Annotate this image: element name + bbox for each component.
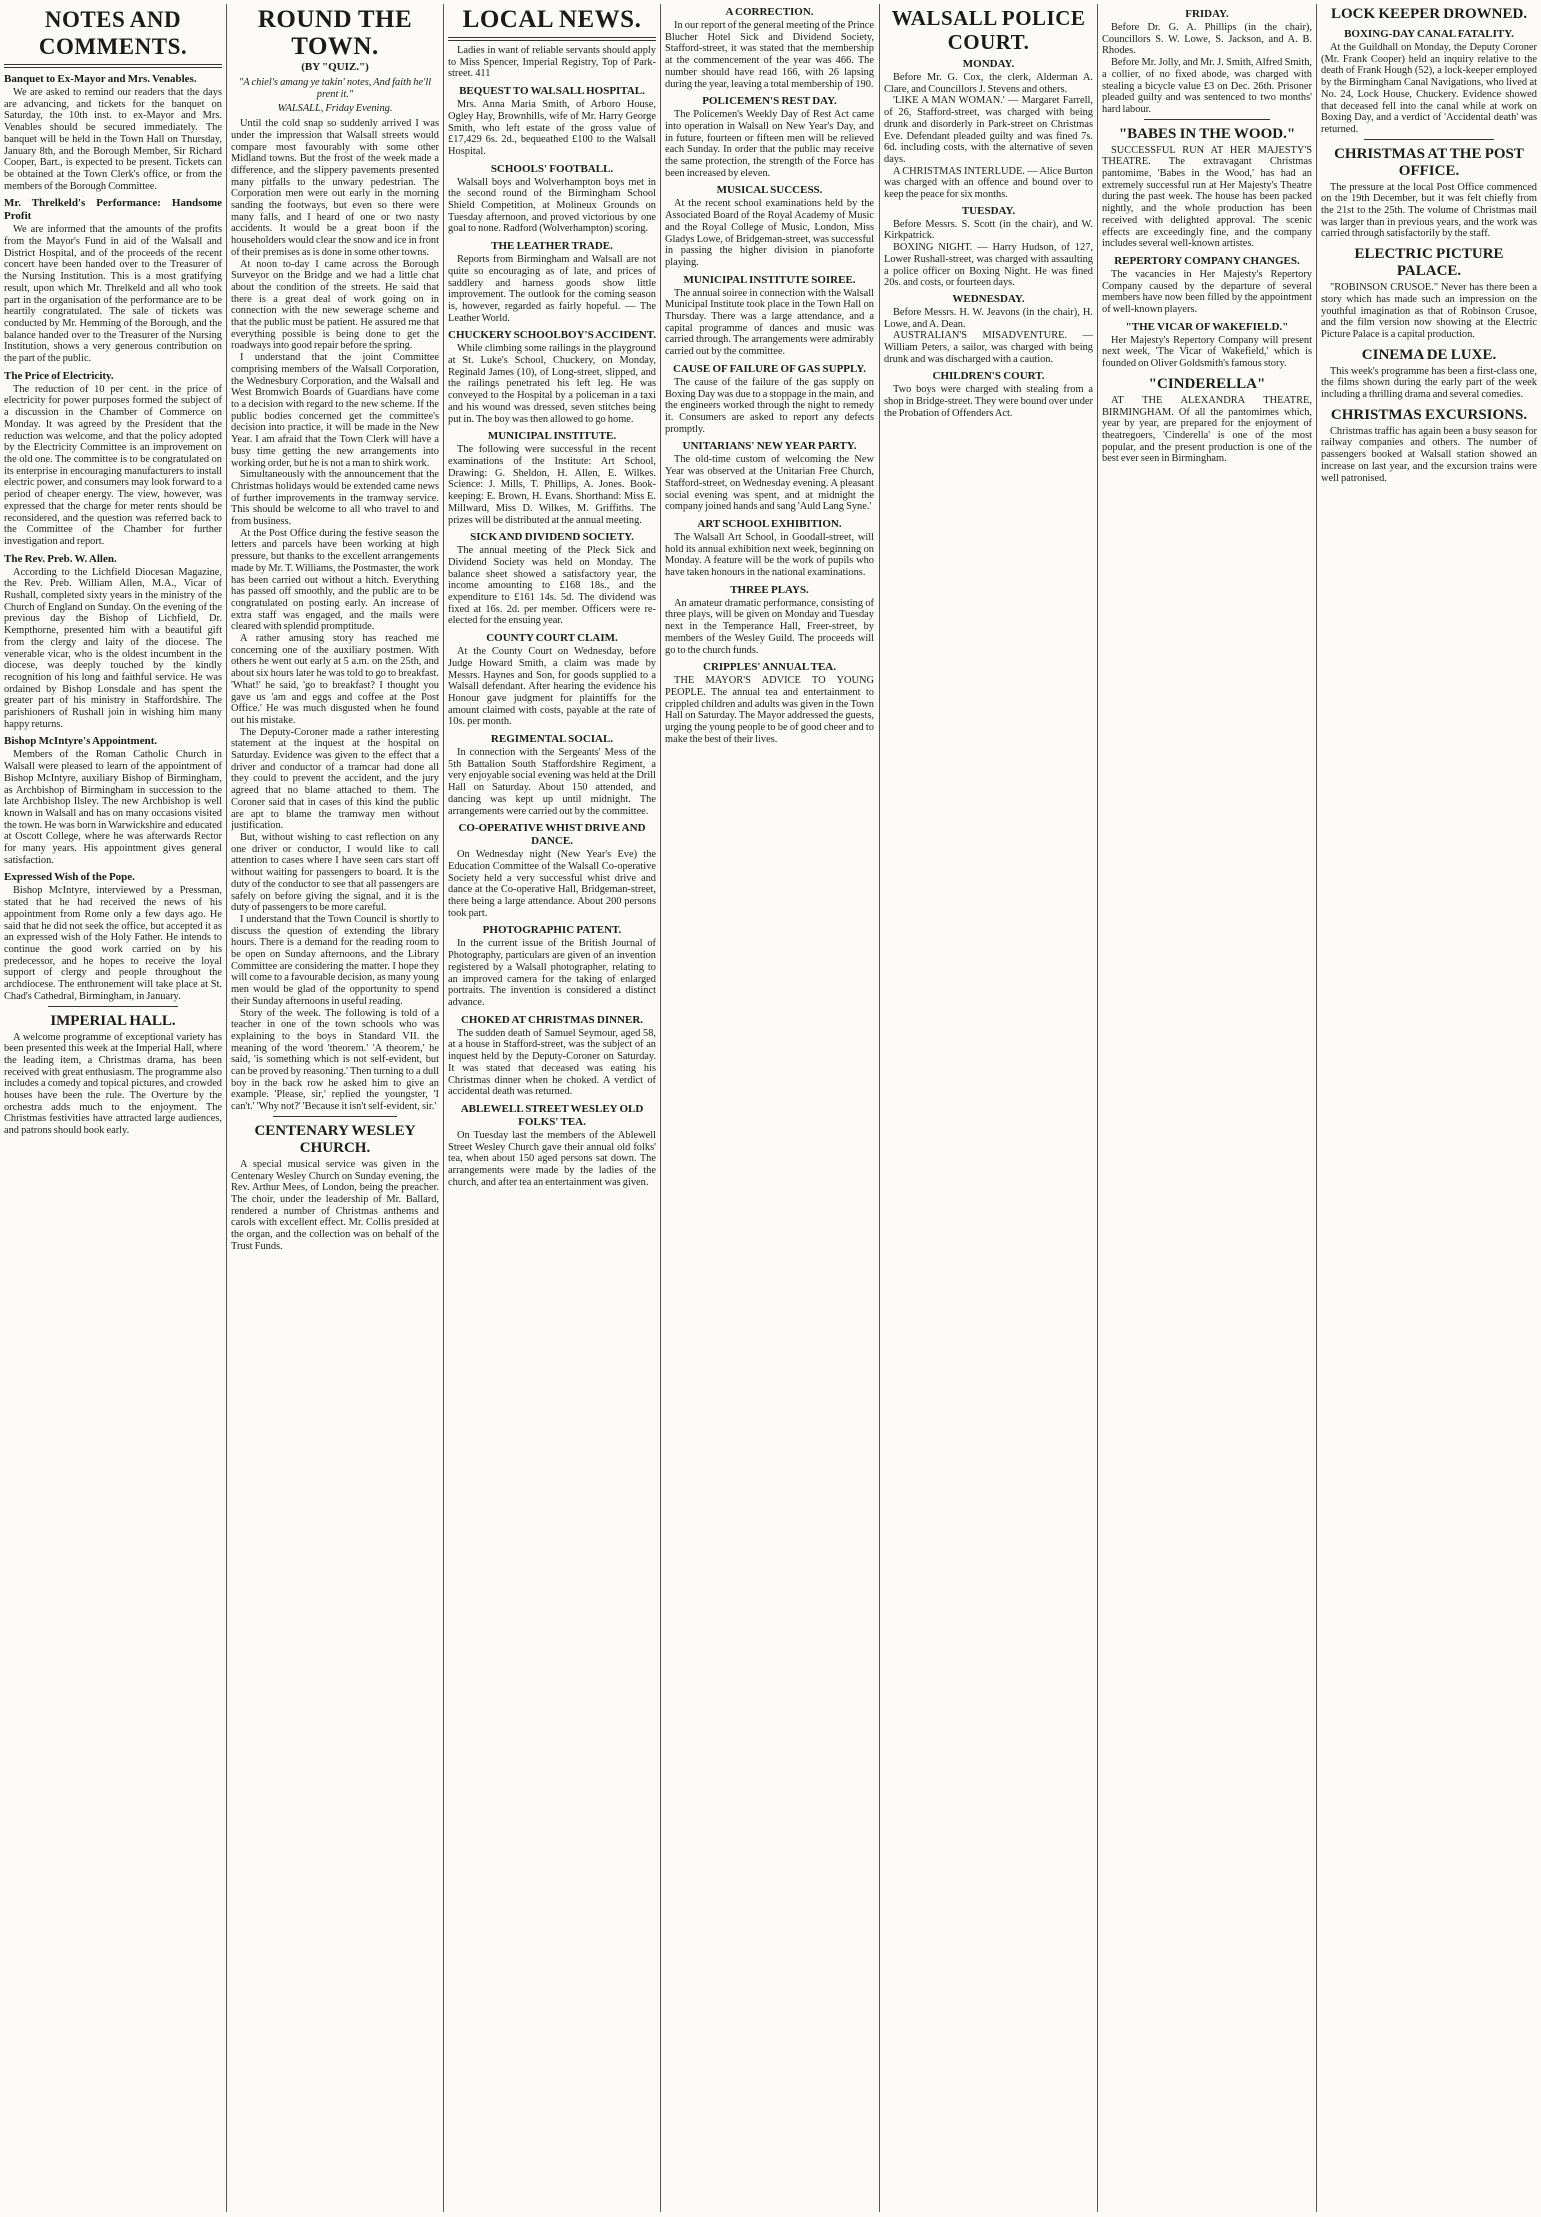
paragraph: At the Post Office during the festive season the letters and parcels have been working at high pressure, but thanks to the excellent arrangements made by Mr. T. Williams, the Postmaster, the work has been carried out without a hitch. Everything has passed off smoothly, and the public are to be congratulated on posting early. An increase of extra staff was engaged, and the mails were cleared with splendid promptitude. (231, 527, 439, 633)
section-text: Her Majesty's Repertory Company will present next week, 'The Vicar of Wakefield,' which is founded on Oliver Goldsmith's famous story. (1102, 334, 1312, 370)
section-text: The annual meeting of the Pleck Sick and Dividend Society was held on Monday. The balance sheet showed a satisfactory year, the income amounting to £168 18s., and the expenditure to £161 14s. 5d. The dividend was fixed at 16s. 2d. per member. Officers were re-elected for the ensuing year. (448, 545, 656, 627)
section-heading: CENTENARY WESLEY CHURCH. (254, 1122, 416, 1156)
section-title: Mr. Threlkeld's Performance: Handsome Profit (4, 197, 222, 223)
paragraph: Two boys were charged with stealing from a shop in Bridge-street. They were bound over under the Probation of Offenders Act. (884, 384, 1093, 419)
section-title: Expressed Wish of the Pope. (4, 871, 135, 884)
column-rule (1316, 4, 1317, 2212)
section-heading: LOCK KEEPER DROWNED. (1330, 6, 1528, 22)
day-heading: MONDAY. (962, 58, 1015, 70)
section-text: The Policemen's Weekly Day of Rest Act came into operation in Walsall on New Year's Day, and in future, fourteen or fifteen men will be relieved each Sunday. In order that the public may receive the same protection, the strength of the Force has been increased by eleven. (665, 109, 874, 179)
paragraph: BOXING NIGHT. — Harry Hudson, of 127, Lower Rushall-street, was charged with assaulting a police officer on Boxing Night. He was fined 20s. and costs, or fourteen days. (884, 242, 1093, 289)
section-text: On Tuesday last the members of the Ablewell Street Wesley Church gave their annual old folks' tea, when about 150 aged persons sat down. The arrangements were made by the ladies of the church, and after tea an entertainment was given. (448, 1129, 656, 1188)
column-local-news (448, 4, 656, 2214)
section-title: CO-OPERATIVE WHIST DRIVE AND DANCE. (458, 822, 646, 848)
section-text: The pressure at the local Post Office commenced on the 19th December, but it was felt chiefly from the 21st to the 25th. The volume of Christmas mail was larger than in previous years, and the work was carried through satisfactorily by the staff. (1321, 181, 1537, 240)
paragraph: A CHRISTMAS INTERLUDE. — Alice Burton was charged with an offence and bound over to keep the peace for six months. (884, 165, 1093, 201)
column-heading: NOTES AND COMMENTS. (38, 7, 188, 59)
section-text: The reduction of 10 per cent. in the price of electricity for power purposes formed the subject of a discussion in the Chamber of Commerce on Monday. It was agreed by the President that the reduction was welcome, and that the policy adopted by the Electricity Committee is an improvement on the old one. The committee is to be congratulated on its enterprise in encouraging manufacturers to install electric power, and consumers may look forward to a period of cheaper energy. The view, however, was expressed that the charge for meter rents should be reconsidered, and the question was referred back to the Committee of the Chamber for further investigation and report. (4, 383, 222, 547)
section-text: Bishop McIntyre, interviewed by a Pressman, stated that he had received the news of his appointment from Rome only a few days ago. He said that he did not seek the office, but accepted it as an expressed wish of the Holy Father. He intends to continue the good work carried on by his predecessor, and he hopes to receive the loyal support of clergy and people throughout the archdiocese. The enthronement will take place at St. Chad's Cathedral, Birmingham, in January. (4, 885, 222, 1002)
section-text: Mrs. Anna Maria Smith, of Arboro House, Ogley Hay, Brownhills, wife of Mr. Harry George Smith, who left estate of the gross value of £17,429 6s. 2d., bequeathed £100 to the Walsall Hospital. (448, 99, 656, 157)
day-heading: FRIDAY. (1185, 8, 1229, 20)
section-heading: A CORRECTION. (725, 6, 814, 18)
section-text: The sudden death of Samuel Seymour, aged 58, at a house in Stafford-street, was the subject of an inquest held by the Deputy-Coroner on Saturday. It was stated that deceased was eating his Christmas dinner when he choked. A verdict of accidental death was returned. (448, 1027, 656, 1098)
dateline: WALSALL, Friday Evening. (277, 103, 393, 115)
section-title: CAUSE OF FAILURE OF GAS SUPPLY. (672, 362, 867, 375)
section-title: Banquet to Ex-Mayor and Mrs. Venables. (4, 73, 197, 85)
section-text: Ladies in want of reliable servants should apply to Miss Spencer, Imperial Registry, Top of Park-street. 411 (448, 45, 656, 80)
paragraph: I understand that the joint Committee comprising members of the Walsall Corporation, the Wednesbury Corporation, and the Walsall and West Bromwich Boards of Guardians have come to a decision with regard to the new scheme. If the public bodies concerned get the committee's decision into practice, it will be made in the New Year. I am afraid that the Town Clerk will have a busy time getting the new arrangements into working order, but he is not a man to shirk work. (231, 352, 439, 469)
section-heading: CHILDREN'S COURT. (932, 370, 1045, 383)
paragraph: Before Mr. Jolly, and Mr. J. Smith, Alfred Smith, a collier, of no fixed abode, was charged with stealing a bicycle value £3 on Dec. 26th. Prisoner pleaded guilty and was sentenced to two months' hard labour. (1102, 57, 1312, 115)
section-text: Christmas traffic has again been a busy season for railway companies and others. The number of passengers booked at Walsall station showed an increase on last year, and the excursion trains were well patronised. (1321, 425, 1537, 484)
section-title: MUNICIPAL INSTITUTE SOIREE. (683, 273, 856, 286)
section-text: THE MAYOR'S ADVICE TO YOUNG PEOPLE. The annual tea and entertainment to crippled children and adults was given in the Town Hall on Saturday. The Mayor addressed the guests, urging the young people to be of good cheer and to make the best of their lives. (665, 675, 874, 745)
paragraph: The Deputy-Coroner made a rather interesting statement at the inquest at the hospital on Saturday. Evidence was given to the effect that a driver and conductor of a tramcar had done all they could to prevent the accident, and the jury agreed that no blame attached to them. The Coroner said that in cases of this kind the public are apt to blame the tramway men without justification. (231, 726, 439, 832)
section-text: An amateur dramatic performance, consisting of three plays, will be given on Monday and Tuesday next in the Temperance Hall, Freer-street, by members of the Wesley Guild. The proceeds will go to the church funds. (665, 597, 874, 656)
column-friday-and-theatre (1102, 4, 1312, 2214)
column-rule (879, 4, 880, 2212)
section-title: BOXING-DAY CANAL FATALITY. (1344, 28, 1514, 40)
paragraph: At noon to-day I came across the Borough Surveyor on the Bridge and we had a little chat about the condition of the streets. He said that there is a great deal of work going on in connection with the new sewerage scheme and that the public must be patient. He assured me that everything possible is being done to get the roadways into good repair before the spring. (231, 258, 439, 352)
section-text: A special musical service was given in the Centenary Wesley Church on Sunday evening, the Rev. Arthur Mees, of London, being the preacher. The choir, under the leadership of Mr. Ballard, rendered a number of Christmas anthems and carols with excellent effect. Mr. Collis presided at the organ, and the collection was on behalf of the Trust Funds. (231, 1158, 439, 1252)
heading-rule (4, 64, 222, 68)
section-title: REPERTORY COMPANY CHANGES. (1114, 254, 1300, 267)
section-heading: IMPERIAL HALL. (50, 1012, 176, 1029)
section-text: A welcome programme of exceptional variety has been presented this week at the Imperial Hall, where the leading item, a Christmas drama, has been received with great enthusiasm. The programme also includes a comedy and topical pictures, and crowded houses have been the rule. The Overture by the orchestra adds much to the enjoyment. The Christmas festivities have attracted large audiences, and patrons should book early. (4, 1031, 222, 1137)
section-title: MUSICAL SUCCESS. (716, 184, 823, 197)
section-text: Walsall boys and Wolverhampton boys met in the second round of the Birmingham School Shield Competition, at Molineux Grounds on Tuesday afternoon, and proved victorious by one goal to none. Radford (Wolverhampton) scoring. (448, 176, 656, 235)
paragraph: Until the cold snap so suddenly arrived I was under the impression that Walsall streets would compare most favourably with some other Midland towns. But the frost of the week made a difference, and the slippery pavements presented many pitfalls to the unwary pedestrian. The Corporation men were out early in the morning sanding the footways, but even so there were many falls, and I heard of one or two nasty accidents. It would be a great boon if the householders would clear the snow and ice in front of their premises as is done in some other towns. (231, 118, 439, 258)
epigraph: "A chiel's amang ye takin' notes, And faith he'll prent it." (238, 77, 432, 100)
section-text: On Wednesday night (New Year's Eve) the Education Committee of the Walsall Co-operative Society held a very successful whist drive and dance at the Co-operative Hall, Bridgeman-street, there being a large attendance. About 200 persons took part. (448, 849, 656, 919)
day-heading: TUESDAY. (961, 204, 1016, 217)
section-title: POLICEMEN'S REST DAY. (702, 95, 837, 108)
section-title: SCHOOLS' FOOTBALL. (490, 162, 614, 175)
section-text: The vacancies in Her Majesty's Repertory Company caused by the departure of several members have now been filled by the appointment of well-known players. (1102, 268, 1312, 316)
section-title: MUNICIPAL INSTITUTE. (487, 430, 617, 443)
section-title: ELECTRIC PICTURE PALACE. (1354, 246, 1504, 280)
section-title: ART SCHOOL EXHIBITION. (697, 517, 842, 530)
column-heading: LOCAL NEWS. (462, 6, 642, 33)
section-text: The old-time custom of welcoming the New Year was observed at the Unitarian Free Church, Stafford-street, on Wednesday evening. A pleasant social evening was spent, and at midnight the company joined hands and sang 'Auld Lang Syne.' (665, 454, 874, 513)
paragraph: Story of the week. The following is told of a teacher in one of the town schools who was explaining to the boys in Standard VII. the meaning of the word 'theorem.' 'A theorem,' he said, 'is something which is not self-evident, but can be proved by reasoning.' Then turning to a dull boy in the back row he asked him to give an example. 'Please, sir,' replied the youngster, 'I can't.' 'Why not?' 'Because it isn't self-evident, sir.' (231, 1007, 439, 1113)
section-text: "ROBINSON CRUSOE." Never has there been a story which has made such an impression on the youthful imagination as that of Robinson Crusoe, and the film version now showing at the Electric Picture Palace is a capital production. (1321, 282, 1537, 340)
column-heading: ROUND THE TOWN. (257, 6, 413, 60)
section-title: CHUCKERY SCHOOLBOY'S ACCIDENT. (448, 329, 656, 342)
section-title: CHOKED AT CHRISTMAS DINNER. (460, 1013, 644, 1026)
paragraph: AUSTRALIAN'S MISADVENTURE. — William Peters, a sailor, was charged with being drunk and was discharged with a caution. (884, 330, 1093, 365)
column-notes-and-comments (4, 4, 222, 2214)
paragraph: A rather amusing story has reached me concerning one of the auxiliary postmen. With others he went out early at 5 a.m. on the 25th, and about six hours later he was told to go to breakfast. 'What!' he said, 'go to breakfast? I thought you gave us 'am and eggs and coffee at the Post Office.' He was much disgusted when he found out his mistake. (231, 633, 439, 726)
column-round-the-town (231, 4, 439, 2214)
section-title: COUNTY COURT CLAIM. (486, 632, 618, 645)
paragraph: Before Dr. G. A. Phillips (in the chair), Councillors S. W. Lowe, S. Jackson, and A. B. Rhodes. (1102, 22, 1312, 57)
section-title: REGIMENTAL SOCIAL. (490, 733, 614, 746)
section-text: We are informed that the amounts of the profits from the Mayor's Fund in aid of the Walsall and District Hospital, and of the proceeds of the recent concert have been handed over to the Treasurer of the Nursing Institution. This is a most gratifying result, upon which Mr. Threlkeld and all who took part in the organisation of the performance are to be heartily congratulated. The sale of tickets was conducted by Mr. Hemming of the Borough, and the balance handed over to the Treasurer of the Nursing Institution, shows a very generous contribution on the part of the public. (4, 224, 222, 365)
column-heading: WALSALL POLICE COURT. (891, 6, 1086, 54)
section-title: THE LEATHER TRADE. (491, 240, 613, 253)
paragraph: Simultaneously with the announcement that the Christmas holidays would be extended came news of further improvements in the tramway service. This should be welcome to all who travel to and from business. (231, 469, 439, 528)
day-heading: WEDNESDAY. (952, 292, 1025, 305)
section-text: In connection with the Sergeants' Mess of the 5th Battalion South Staffordshire Regiment, a very enjoyable social evening was held at the Drill Hall on Saturday. About 150 attended, and dancing was kept up until midnight. The arrangements were carried out by the committee. (448, 747, 656, 817)
section-title: "THE VICAR OF WAKEFIELD." (1125, 320, 1289, 333)
section-title: The Rev. Preb. W. Allen. (4, 552, 117, 565)
section-text: While climbing some railings in the playground at St. Luke's School, Chuckery, on Monday, Reginald James (10), of Long-street, slipped, and the railings penetrated his left leg. He was conveyed to the Hospital by a policeman in a taxi and his wound was dressed, seven stitches being put in. The boy was then allowed to go home. (448, 343, 656, 425)
section-title: UNITARIANS' NEW YEAR PARTY. (682, 440, 857, 453)
section-text: At the County Court on Wednesday, before Judge Howard Smith, a claim was made by Messrs. Haynes and Son, for goods supplied to a Walsall defendant. After hearing the evidence his Honour gave judgment for plaintiffs for the amount claimed with costs, payable at the rate of 10s. per month. (448, 646, 656, 728)
column-rule (226, 4, 227, 2212)
paragraph: I understand that the Town Council is shortly to discuss the question of extending the library hours. There is a demand for the reading room to be open on Sunday afternoons, and the Library Committee are considering the matter. I hope they will come to a favourable decision, as many young men would be glad of the opportunity to spend their Sunday afternoons in useful reading. (231, 913, 439, 1007)
separator-rule (1144, 119, 1270, 120)
section-text: We are asked to remind our readers that the days are advancing, and tickets for the banquet on Saturday, the 10th inst. to ex-Mayor and Mrs. Venables should be secured immediately. The banquet will be held in the Town Hall on Thursday, January 8th, and the Borough Member, Sir Richard Cooper, Bart., is expected to be present. Tickets can be obtained at the Town Clerk's office, or from the members of the Borough Committee. (4, 87, 222, 192)
section-title: ABLEWELL STREET WESLEY OLD FOLKS' TEA. (460, 1102, 644, 1128)
section-title: CINEMA DE LUXE. (1361, 346, 1497, 363)
section-text: AT THE ALEXANDRA THEATRE, BIRMINGHAM. Of all the pantomimes which, year by year, are prepared for the enjoyment of theatregoers, 'Cinderella' is one of the most popular, and the present production is one of the best ever seen in Birmingham. (1102, 394, 1312, 465)
section-text: In our report of the general meeting of the Prince Blucher Hotel Sick and Dividend Society, Stafford-street, it was stated that the membership at the commencement of the year was 466. The number should have read 166, with 26 lapsing during the year, leaving a total membership of 190. (665, 20, 874, 90)
section-title: "BABES IN THE WOOD." (1118, 125, 1296, 142)
section-text: At the recent school examinations held by the Associated Board of the Royal Academy of Music and the Royal College of Music, London, Miss Gladys Lowe, of Bridgeman-street, was successful in passing the higher division in pianoforte playing. (665, 198, 874, 268)
column-rule (1097, 4, 1098, 2212)
separator-rule (1364, 139, 1494, 140)
paragraph: Before Messrs. S. Scott (in the chair), and W. Kirkpatrick. (884, 218, 1093, 242)
section-text: SUCCESSFUL RUN AT HER MAJESTY'S THEATRE. The extravagant Christmas pantomime, 'Babes in the Wood,' has had an extremely successful run at Her Majesty's Theatre during the past week. The house has been packed nightly, and the whole production has been received with delighted approval. The scenic effects are exceedingly fine, and the company includes several well-known artistes. (1102, 144, 1312, 250)
section-title: Bishop McIntyre's Appointment. (4, 735, 158, 748)
column-rule (660, 4, 661, 2212)
section-title: SICK AND DIVIDEND SOCIETY. (470, 531, 634, 544)
section-text: The annual soiree in connection with the Walsall Municipal Institute took place in the Town Hall on Thursday. There was a large attendance, and a capital programme of dances and music was carried through. The arrangements were admirably carried out by the committee. (665, 287, 874, 358)
section-title: BEQUEST TO WALSALL HOSPITAL. (459, 85, 645, 98)
section-text: The following were successful in the recent examinations of the Institute: Art School, Drawing: G. Sheldon, H. Allen, E. Wilkes. Science: J. Mills, T. Phillips, A. Jones. Book-keeping: E. Brown, H. Evans. Shorthand: Miss E. Millward, Miss D. Wilkes, M. Griffiths. The prizes will be distributed at the annual meeting. (448, 444, 656, 526)
section-text: This week's programme has been a first-class one, the films shown during the early part of the week including a thrilling drama and several comedies. (1321, 365, 1537, 401)
section-text: At the Guildhall on Monday, the Deputy Coroner (Mr. Frank Cooper) held an inquiry relative to the death of Frank Hough (52), a lock-keeper employed by the Birmingham Canal Navigations, who lived at No. 24, Lock House, Chuckery. Evidence showed that deceased fell into the canal while at work on Boxing Day, and a verdict of 'Accidental death' was returned. (1321, 42, 1537, 135)
paragraph: Before Messrs. H. W. Jeavons (in the chair), H. Lowe, and A. Dean. (884, 306, 1093, 330)
byline: (BY "QUIZ.") (301, 61, 369, 73)
section-text: The cause of the failure of the gas supply on Boxing Day was due to a stoppage in the main, and the engineers worked through the night to remedy it. Consumers are asked to report any defects promptly. (665, 376, 874, 435)
column-lock-keeper (1321, 4, 1537, 2214)
paragraph: But, without wishing to cast reflection on any one driver or conductor, I would like to call attention to cases where I have seen cars start off without waiting for passengers to board. It is the duty of the conductor to see that all passengers are safely on before giving the signal, and it is the duty of passengers to be more careful. (231, 832, 439, 914)
section-title: The Price of Electricity. (4, 369, 114, 382)
heading-rule (448, 37, 656, 41)
section-text: According to the Lichfield Diocesan Magazine, the Rev. Preb. William Allen, M.A., Vicar of Rushall, completed sixty years in the ministry of the Church of England on Sunday. On the evening of the previous day the Bishop of Lichfield, Dr. Kempthorne, presented him with a beautiful gift from the clergy and laity of the diocese. The venerable vicar, who is the oldest incumbent in the diocese, was deeply touched by the kindly recognition of his long and faithful service. He was ordained by Bishop Lonsdale and has spent the greater part of his ministry in Staffordshire. The parishioners of Rushall join in wishing him many happy returns. (4, 566, 222, 730)
section-title: CRIPPLES' ANNUAL TEA. (703, 661, 836, 674)
column-correction (665, 4, 874, 2214)
section-title: THREE PLAYS. (730, 583, 809, 596)
section-title: "CINDERELLA" (1148, 375, 1266, 392)
section-text: The Walsall Art School, in Goodall-street, will hold its annual exhibition next week, beginning on Monday. A feature will be the work of pupils who have taken honours in the national examinations. (665, 531, 874, 579)
column-police-court (884, 4, 1093, 2214)
section-text: Reports from Birmingham and Walsall are not quite so encouraging as of late, and prices of saddlery and harness goods show little improvement. The outlook for the coming season is, however, regarded as fairly hopeful. — The Leather World. (448, 254, 656, 324)
section-text: In the current issue of the British Journal of Photography, particulars are given of an invention registered by a Walsall photographer, relating to an improved camera for the taking of enlarged portraits. The invention is considered a distinct advance. (448, 938, 656, 1008)
paragraph: Before Mr. G. Cox, the clerk, Alderman A. Clare, and Councillors J. Stevens and others. (884, 72, 1093, 95)
section-title: PHOTOGRAPHIC PATENT. (482, 924, 622, 937)
section-title: CHRISTMAS AT THE POST OFFICE. (1334, 145, 1524, 179)
separator-rule (273, 1116, 398, 1117)
column-rule (443, 4, 444, 2212)
section-text: Members of the Roman Catholic Church in Walsall were pleased to learn of the appointment of Bishop McIntyre, auxiliary Bishop of Birmingham, as Archbishop of Birmingham in succession to the late Archbishop Ilsley. The new Archbishop is well known in Walsall and has on many occasions visited the town. He was born in Warwickshire and educated at Oscott College, where he was afterwards Rector for many years. His appointment gives general satisfaction. (4, 749, 222, 866)
paragraph: 'LIKE A MAN WOMAN.' — Margaret Farrell, of 26, Stafford-street, was charged with being drunk and disorderly in Park-street on Christmas Eve. Defendant pleaded guilty and was fined 7s. 6d. including costs, with the alternative of seven days. (884, 95, 1093, 165)
separator-rule (48, 1006, 179, 1007)
section-title: CHRISTMAS EXCURSIONS. (1330, 406, 1528, 423)
